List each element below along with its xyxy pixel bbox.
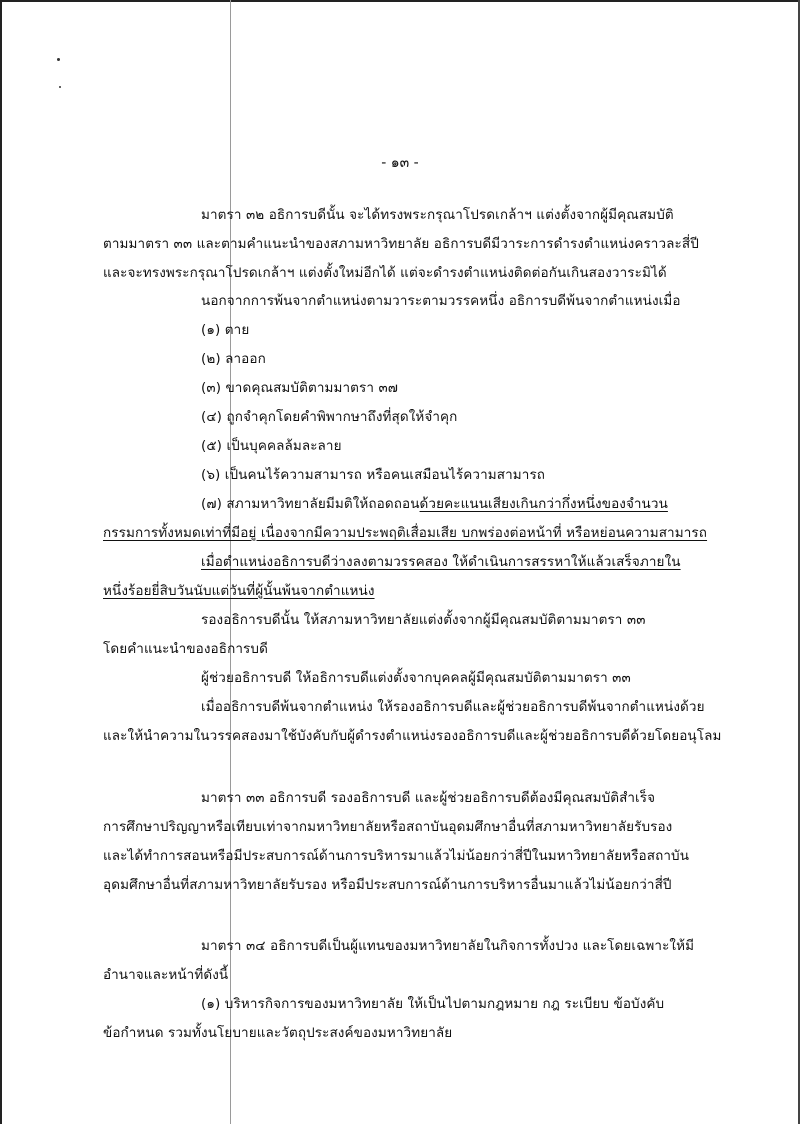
section-32-line-1: มาตรา ๓๒ อธิการบดีนั้น จะได้ทรงพระกรุณาโปรดเกล้าฯ แต่งตั้งจากผู้มีคุณสมบัติ: [201, 207, 674, 223]
list-item: (๔) ถูกจำคุกโดยคำพิพากษาถึงที่สุดให้จำคุก: [201, 409, 458, 425]
section-34-item-1-line-1: (๑) บริหารกิจการของมหาวิทยาลัย ให้เป็นไปตามกฎหมาย กฎ ระเบียบ ข้อบังคับ: [201, 996, 665, 1012]
list-item: (๕) เป็นบุคคลล้มละลาย: [201, 438, 342, 454]
section-33-line-2: การศึกษาปริญญาหรือเทียบเท่าจากมหาวิทยาลัยหรือสถาบันอุดมศึกษาอื่นที่สภามหาวิทยาลัยรับรอง: [103, 819, 673, 835]
list-item-7: [201, 495, 668, 513]
leave-office-line-2: และให้นำความในวรรคสองมาใช้บังคับกับผู้ดำรงตำแหน่งรองอธิการบดีและผู้ช่วยอธิการบดีด้วยโดยอนุโลม: [103, 728, 722, 744]
scan-speck: [59, 86, 61, 88]
vacancy-line-2: หนึ่งร้อยยี่สิบวันนับแต่วันที่ผู้นั้นพ้นจากตำแหน่ง: [103, 583, 375, 599]
section-34-item-1-line-2: ข้อกำหนด รวมทั้งนโยบายและวัตถุประสงค์ของมหาวิทยาลัย: [103, 1025, 453, 1041]
section-34-line-1: มาตรา ๓๔ อธิการบดีเป็นผู้แทนของมหาวิทยาลัยในกิจการทั้งปวง และโดยเฉพาะให้มี: [201, 938, 695, 954]
list-item: (๒) ลาออก: [201, 351, 266, 367]
section-33-line-4: อุดมศึกษาอื่นที่สภามหาวิทยาลัยรับรอง หรือมีประสบการณ์ด้านการบริหารอื่นมาแล้วไม่น้อยกว่าสี่ปี: [103, 877, 672, 893]
item-7-prefix: (๗) สภามหาวิทยาลัยมีมติให้ถอดถอน: [201, 496, 420, 512]
vice-president-line-2: โดยคำแนะนำของอธิการบดี: [103, 641, 268, 657]
scan-speck: [57, 58, 60, 61]
page-number: - ๑๓ -: [381, 155, 419, 171]
section-34-line-2: อำนาจและหน้าที่ดังนี้: [103, 967, 229, 983]
section-32-paragraph-2: นอกจากการพ้นจากตำแหน่งตามวาระตามวรรคหนึ่ง อธิการบดีพ้นจากตำแหน่งเมื่อ: [201, 293, 681, 309]
leave-office-line-1: เมื่ออธิการบดีพ้นจากตำแหน่ง ให้รองอธิการบดีและผู้ช่วยอธิการบดีพ้นจากตำแหน่งด้วย: [201, 699, 705, 715]
list-item: (๖) เป็นคนไร้ความสามารถ หรือคนเสมือนไร้ความสามารถ: [201, 467, 546, 483]
section-32-line-2: ตามมาตรา ๓๓ และตามคำแนะนำของสภามหาวิทยาลัย อธิการบดีมีวาระการดำรงตำแหน่งคราวละสี่ปี: [103, 236, 699, 252]
vacancy-line-1: เมื่อตำแหน่งอธิการบดีว่างลงตามวรรคสอง ให้ดำเนินการสรรหาให้แล้วเสร็จภายใน: [201, 554, 681, 570]
item-7-underlined: ด้วยคะแนนเสียงเกินกว่ากึ่งหนึ่งของจำนวน: [419, 496, 668, 512]
item-7-line-2: กรรมการทั้งหมดเท่าที่มีอยู่ เนื่องจากมีความประพฤติเสื่อมเสีย บกพร่องต่อหน้าที่ หรือหย่อนความสามารถ: [103, 525, 708, 541]
scan-border-top: [0, 0, 800, 2]
vice-president-line-1: รองอธิการบดีนั้น ให้สภามหาวิทยาลัยแต่งตั้งจากผู้มีคุณสมบัติตามมาตรา ๓๓: [201, 612, 646, 628]
list-item: (๑) ตาย: [201, 322, 250, 338]
list-item: (๓) ขาดคุณสมบัติตามมาตรา ๓๗: [201, 380, 399, 396]
section-32-line-3: และจะทรงพระกรุณาโปรดเกล้าฯ แต่งตั้งใหม่อีกได้ แต่จะดำรงตำแหน่งติดต่อกันเกินสองวาระมิได้: [103, 265, 667, 281]
section-33-line-3: และได้ทำการสอนหรือมีประสบการณ์ด้านการบริหารมาแล้วไม่น้อยกว่าสี่ปีในมหาวิทยาลัยหรือสถาบัน: [103, 848, 690, 864]
assistant-president-line: ผู้ช่วยอธิการบดี ให้อธิการบดีแต่งตั้งจากบุคคลผู้มีคุณสมบัติตามมาตรา ๓๓: [201, 670, 631, 686]
section-33-line-1: มาตรา ๓๓ อธิการบดี รองอธิการบดี และผู้ช่วยอธิการบดีต้องมีคุณสมบัติสำเร็จ: [201, 790, 656, 806]
